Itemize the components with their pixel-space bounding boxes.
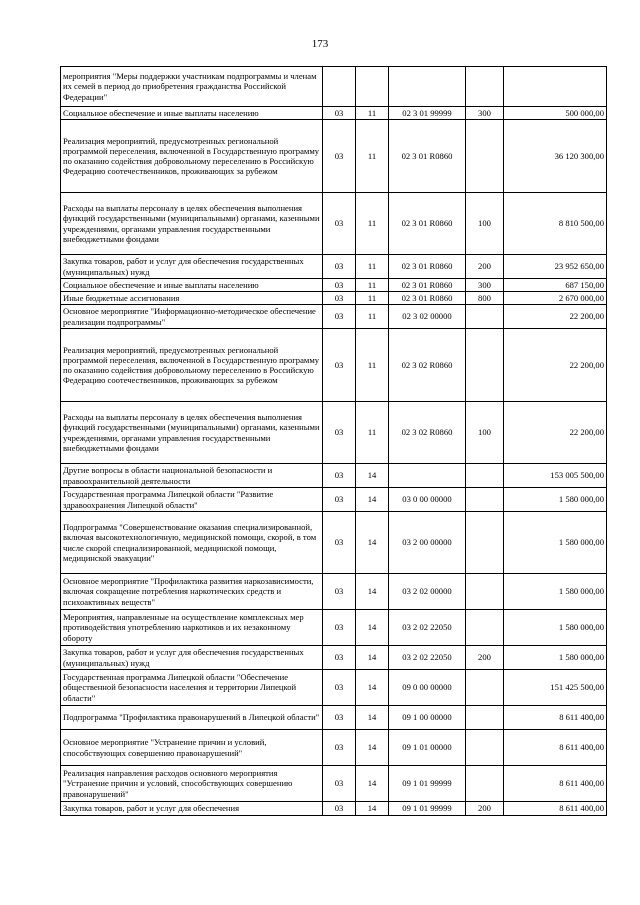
row-name-cell: Социальное обеспечение и иные выплаты населению bbox=[61, 279, 323, 292]
section-code-cell: 03 bbox=[323, 464, 356, 488]
expense-type-cell bbox=[466, 574, 504, 610]
amount-cell: 1 580 000,00 bbox=[504, 646, 607, 670]
section-code-cell: 03 bbox=[323, 292, 356, 305]
row-name-cell: Основное мероприятие "Информационно-методическое обеспечение реализации подпрограммы" bbox=[61, 305, 323, 329]
amount-cell: 151 425 500,00 bbox=[504, 670, 607, 706]
row-name-cell: Основное мероприятие "Устранение причин и условий, способствующих совершению правонарушений" bbox=[61, 730, 323, 766]
target-article-cell: 03 2 00 00000 bbox=[389, 512, 466, 574]
amount-cell: 22 200,00 bbox=[504, 305, 607, 329]
subsection-code-cell: 14 bbox=[356, 670, 389, 706]
section-code-cell: 03 bbox=[323, 120, 356, 193]
row-name-cell: Расходы на выплаты персоналу в целях обеспечения выполнения функций государственными (муниципальными) органами, казенными учреждениями, органами управления государственными внебюджетными фондами bbox=[61, 193, 323, 255]
table-row bbox=[61, 706, 607, 730]
amount-cell: 500 000,00 bbox=[504, 107, 607, 120]
table-row bbox=[61, 279, 607, 292]
expense-type-cell: 300 bbox=[466, 107, 504, 120]
row-name-cell: Иные бюджетные ассигнования bbox=[61, 292, 323, 305]
table-row bbox=[61, 120, 607, 193]
target-article-cell: 02 3 01 R0860 bbox=[389, 255, 466, 279]
subsection-code-cell: 14 bbox=[356, 574, 389, 610]
table-row bbox=[61, 730, 607, 766]
expense-type-cell: 200 bbox=[466, 255, 504, 279]
section-code-cell: 03 bbox=[323, 802, 356, 816]
subsection-code-cell bbox=[356, 67, 389, 107]
table-row bbox=[61, 646, 607, 670]
target-article-cell: 02 3 02 R0860 bbox=[389, 402, 466, 464]
table-row bbox=[61, 402, 607, 464]
row-name-cell: Реализация мероприятий, предусмотренных региональной программой переселения, включенной в Государственную программу по оказанию содействия добровольному переселению в Российскую Федерацию соотечественников, проживающих за рубежом bbox=[61, 329, 323, 402]
row-name-cell: Расходы на выплаты персоналу в целях обеспечения выполнения функций государственными (муниципальными) органами, казенными учреждениями, органами управления государственными внебюджетными фондами bbox=[61, 402, 323, 464]
expense-type-cell bbox=[466, 329, 504, 402]
section-code-cell: 03 bbox=[323, 766, 356, 802]
subsection-code-cell: 11 bbox=[356, 107, 389, 120]
section-code-cell: 03 bbox=[323, 488, 356, 512]
amount-cell: 8 611 400,00 bbox=[504, 730, 607, 766]
section-code-cell: 03 bbox=[323, 255, 356, 279]
row-name-cell: Социальное обеспечение и иные выплаты населению bbox=[61, 107, 323, 120]
row-name-cell: Реализация мероприятий, предусмотренных региональной программой переселения, включенной в Государственную программу по оказанию содействия добровольному переселению в Российскую Федерацию соотечественников, проживающих за рубежом bbox=[61, 120, 323, 193]
row-name-cell: Государственная программа Липецкой области "Развитие здравоохранения Липецкой области" bbox=[61, 488, 323, 512]
table-row bbox=[61, 610, 607, 646]
row-name-cell: Государственная программа Липецкой области "Обеспечение общественной безопасности населения и территории Липецкой области" bbox=[61, 670, 323, 706]
subsection-code-cell: 14 bbox=[356, 766, 389, 802]
subsection-code-cell: 14 bbox=[356, 802, 389, 816]
budget-table bbox=[60, 66, 607, 816]
amount-cell: 8 810 500,00 bbox=[504, 193, 607, 255]
section-code-cell: 03 bbox=[323, 107, 356, 120]
expense-type-cell: 100 bbox=[466, 193, 504, 255]
section-code-cell: 03 bbox=[323, 706, 356, 730]
table-row bbox=[61, 329, 607, 402]
target-article-cell bbox=[389, 67, 466, 107]
table-row bbox=[61, 67, 607, 107]
section-code-cell bbox=[323, 67, 356, 107]
amount-cell: 1 580 000,00 bbox=[504, 488, 607, 512]
target-article-cell: 02 3 01 R0860 bbox=[389, 120, 466, 193]
table-row bbox=[61, 574, 607, 610]
amount-cell: 1 580 000,00 bbox=[504, 574, 607, 610]
expense-type-cell bbox=[466, 730, 504, 766]
row-name-cell: Закупка товаров, работ и услуг для обеспечения bbox=[61, 802, 323, 816]
section-code-cell: 03 bbox=[323, 610, 356, 646]
section-code-cell: 03 bbox=[323, 329, 356, 402]
section-code-cell: 03 bbox=[323, 646, 356, 670]
expense-type-cell bbox=[466, 766, 504, 802]
expense-type-cell bbox=[466, 610, 504, 646]
amount-cell: 1 580 000,00 bbox=[504, 610, 607, 646]
target-article-cell: 09 1 00 00000 bbox=[389, 706, 466, 730]
row-name-cell: Закупка товаров, работ и услуг для обеспечения государственных (муниципальных) нужд bbox=[61, 646, 323, 670]
subsection-code-cell: 11 bbox=[356, 305, 389, 329]
subsection-code-cell: 11 bbox=[356, 279, 389, 292]
budget-table-body bbox=[61, 67, 607, 816]
target-article-cell: 02 3 01 R0860 bbox=[389, 193, 466, 255]
subsection-code-cell: 11 bbox=[356, 120, 389, 193]
target-article-cell: 02 3 01 99999 bbox=[389, 107, 466, 120]
amount-cell: 36 120 300,00 bbox=[504, 120, 607, 193]
section-code-cell: 03 bbox=[323, 193, 356, 255]
expense-type-cell: 200 bbox=[466, 646, 504, 670]
amount-cell: 153 005 500,00 bbox=[504, 464, 607, 488]
table-row bbox=[61, 193, 607, 255]
expense-type-cell bbox=[466, 670, 504, 706]
subsection-code-cell: 14 bbox=[356, 464, 389, 488]
subsection-code-cell: 11 bbox=[356, 329, 389, 402]
target-article-cell: 09 0 00 00000 bbox=[389, 670, 466, 706]
expense-type-cell: 300 bbox=[466, 279, 504, 292]
target-article-cell: 02 3 02 R0860 bbox=[389, 329, 466, 402]
amount-cell: 8 611 400,00 bbox=[504, 802, 607, 816]
subsection-code-cell: 14 bbox=[356, 706, 389, 730]
row-name-cell: Подпрограмма "Профилактика правонарушений в Липецкой области" bbox=[61, 706, 323, 730]
expense-type-cell bbox=[466, 67, 504, 107]
target-article-cell: 09 1 01 99999 bbox=[389, 766, 466, 802]
row-name-cell: Реализация направления расходов основного мероприятия "Устранение причин и условий, способствующих совершению правонарушений" bbox=[61, 766, 323, 802]
expense-type-cell: 800 bbox=[466, 292, 504, 305]
subsection-code-cell: 11 bbox=[356, 193, 389, 255]
row-name-cell: Закупка товаров, работ и услуг для обеспечения государственных (муниципальных) нужд bbox=[61, 255, 323, 279]
section-code-cell: 03 bbox=[323, 305, 356, 329]
section-code-cell: 03 bbox=[323, 512, 356, 574]
target-article-cell bbox=[389, 464, 466, 488]
subsection-code-cell: 14 bbox=[356, 610, 389, 646]
expense-type-cell bbox=[466, 120, 504, 193]
table-row bbox=[61, 292, 607, 305]
subsection-code-cell: 14 bbox=[356, 512, 389, 574]
amount-cell: 22 200,00 bbox=[504, 329, 607, 402]
expense-type-cell bbox=[466, 464, 504, 488]
expense-type-cell bbox=[466, 512, 504, 574]
section-code-cell: 03 bbox=[323, 730, 356, 766]
section-code-cell: 03 bbox=[323, 670, 356, 706]
target-article-cell: 02 3 02 00000 bbox=[389, 305, 466, 329]
expense-type-cell bbox=[466, 305, 504, 329]
section-code-cell: 03 bbox=[323, 574, 356, 610]
subsection-code-cell: 14 bbox=[356, 646, 389, 670]
target-article-cell: 03 2 02 22050 bbox=[389, 610, 466, 646]
section-code-cell: 03 bbox=[323, 279, 356, 292]
amount-cell: 2 670 000,00 bbox=[504, 292, 607, 305]
row-name-cell: Основное мероприятие "Профилактика развития наркозависимости, включая сокращение потребления наркотических средств и психоактивных веществ" bbox=[61, 574, 323, 610]
target-article-cell: 09 1 01 99999 bbox=[389, 802, 466, 816]
table-row bbox=[61, 305, 607, 329]
amount-cell: 687 150,00 bbox=[504, 279, 607, 292]
table-row bbox=[61, 802, 607, 816]
target-article-cell: 03 2 02 00000 bbox=[389, 574, 466, 610]
table-row bbox=[61, 464, 607, 488]
row-name-cell: Мероприятия, направленные на осуществление комплексных мер противодействия употреблению наркотиков и их незаконному обороту bbox=[61, 610, 323, 646]
table-row bbox=[61, 255, 607, 279]
target-article-cell: 03 0 00 00000 bbox=[389, 488, 466, 512]
table-row bbox=[61, 512, 607, 574]
amount-cell: 8 611 400,00 bbox=[504, 706, 607, 730]
row-name-cell: Подпрограмма "Совершенствование оказания специализированной, включая высокотехнологичную, медицинской помощи, скорой, в том числе скорой специализированной, медицинской помощи, медицинской эвакуации" bbox=[61, 512, 323, 574]
page-number: 173 bbox=[311, 38, 329, 50]
amount-cell: 8 611 400,00 bbox=[504, 766, 607, 802]
subsection-code-cell: 14 bbox=[356, 730, 389, 766]
section-code-cell: 03 bbox=[323, 402, 356, 464]
subsection-code-cell: 11 bbox=[356, 255, 389, 279]
expense-type-cell bbox=[466, 706, 504, 730]
expense-type-cell bbox=[466, 488, 504, 512]
amount-cell: 23 952 650,00 bbox=[504, 255, 607, 279]
target-article-cell: 03 2 02 22050 bbox=[389, 646, 466, 670]
expense-type-cell: 200 bbox=[466, 802, 504, 816]
table-row bbox=[61, 488, 607, 512]
table-row bbox=[61, 107, 607, 120]
amount-cell: 22 200,00 bbox=[504, 402, 607, 464]
subsection-code-cell: 14 bbox=[356, 488, 389, 512]
expense-type-cell: 100 bbox=[466, 402, 504, 464]
row-name-cell: Другие вопросы в области национальной безопасности и правоохранительной деятельности bbox=[61, 464, 323, 488]
row-name-cell: мероприятия "Меры поддержки участникам подпрограммы и членам их семей в период до приобретения гражданства Российской Федерации" bbox=[61, 67, 323, 107]
subsection-code-cell: 11 bbox=[356, 292, 389, 305]
table-row bbox=[61, 766, 607, 802]
subsection-code-cell: 11 bbox=[356, 402, 389, 464]
amount-cell bbox=[504, 67, 607, 107]
target-article-cell: 02 3 01 R0860 bbox=[389, 292, 466, 305]
target-article-cell: 09 1 01 00000 bbox=[389, 730, 466, 766]
amount-cell: 1 580 000,00 bbox=[504, 512, 607, 574]
table-row bbox=[61, 670, 607, 706]
target-article-cell: 02 3 01 R0860 bbox=[389, 279, 466, 292]
